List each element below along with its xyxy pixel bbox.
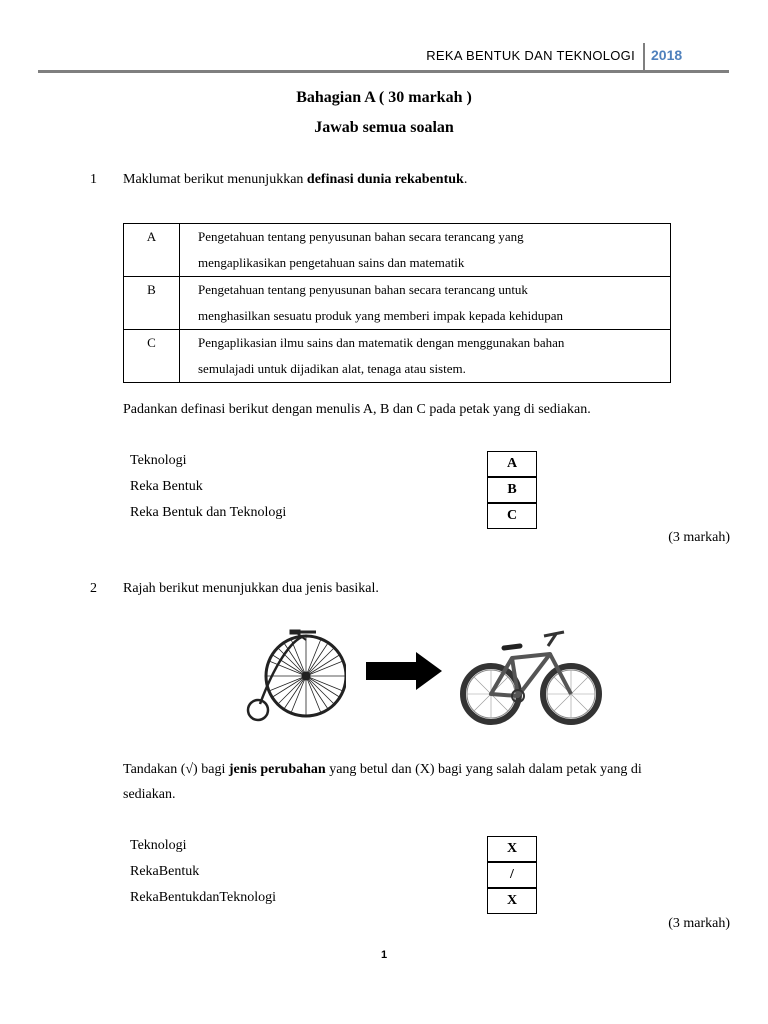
definition-line: semulajadi untuk dijadikan alat, tenaga atau sistem. — [198, 361, 466, 376]
answer-label-reka-bentuk: Reka Bentuk — [130, 479, 203, 494]
section-subtitle: Jawab semua soalan — [314, 119, 454, 136]
answer-box[interactable]: / — [487, 862, 537, 888]
answer-box[interactable]: C — [487, 503, 537, 529]
question-1-intro-bold: definasi dunia rekabentuk — [306, 172, 464, 187]
question-1-intro-text: Maklumat berikut menunjukkan — [123, 172, 307, 187]
answer-box[interactable]: X — [487, 888, 537, 914]
answer-label-rekabentukdanteknologi: RekaBentukdanTeknologi — [130, 890, 276, 905]
definition-line: Pengetahuan tentang penyusunan bahan secara terancang yang — [198, 229, 524, 244]
question-2-number: 2 — [90, 581, 97, 596]
answer-box[interactable]: A — [487, 451, 537, 477]
definition-line: mengaplikasikan pengetahuan sains dan matematik — [198, 255, 465, 270]
mountain-bicycle-icon — [460, 630, 602, 728]
table-row — [124, 277, 671, 330]
answer-label-reka-bentuk-dan-teknologi: Reka Bentuk dan Teknologi — [130, 505, 287, 520]
answer-box[interactable]: X — [487, 836, 537, 862]
section-title: Bahagian A ( 30 markah ) — [296, 89, 472, 106]
definition-label: A — [124, 224, 180, 277]
definition-table — [123, 223, 671, 383]
penny-farthing-bicycle-icon — [246, 626, 346, 722]
definition-text — [180, 277, 671, 330]
definition-label: C — [124, 330, 180, 383]
definition-label: B — [124, 277, 180, 330]
definition-text — [180, 224, 671, 277]
question-2-marks: (3 markah) — [668, 916, 730, 931]
question-2-instruction-text: Tandakan (√) bagi — [123, 762, 229, 777]
answer-label-teknologi: Teknologi — [130, 453, 187, 468]
page-number: 1 — [380, 949, 388, 961]
definition-text — [180, 330, 671, 383]
question-1-instruction: Padankan definasi berikut dengan menulis A, B dan C pada petak yang di sediakan. — [123, 402, 591, 417]
question-2-instruction-bold: jenis perubahan — [228, 762, 326, 777]
running-header-title: REKA BENTUK DAN TEKNOLOGI — [426, 48, 635, 63]
definition-line: Pengaplikasian ilmu sains dan matematik dengan menggunakan bahan — [198, 335, 565, 350]
table-row — [124, 224, 671, 277]
question-2-instruction-end: yang betul dan (X) bagi yang salah dalam petak yang di — [325, 762, 642, 777]
question-2-instruction — [123, 762, 642, 778]
running-header-year: 2018 — [651, 47, 683, 63]
answer-label-teknologi: Teknologi — [130, 838, 187, 853]
header-separator — [643, 43, 645, 70]
question-2-instruction-line2: sediakan. — [123, 787, 176, 802]
answer-label-rekabentuk: RekaBentuk — [130, 864, 200, 879]
question-1-intro — [123, 172, 467, 188]
question-2-intro: Rajah berikut menunjukkan dua jenis basikal. — [123, 581, 379, 596]
question-1-intro-end: . — [463, 172, 468, 187]
header-rule — [38, 70, 729, 73]
question-1-marks: (3 markah) — [668, 530, 730, 545]
definition-line: menghasilkan sesuatu produk yang memberi impak kepada kehidupan — [198, 308, 563, 323]
table-row — [124, 330, 671, 383]
answer-box[interactable]: B — [487, 477, 537, 503]
right-arrow-icon — [366, 652, 442, 690]
definition-line: Pengetahuan tentang penyusunan bahan secara terancang untuk — [198, 282, 528, 297]
question-1-number: 1 — [90, 172, 97, 187]
